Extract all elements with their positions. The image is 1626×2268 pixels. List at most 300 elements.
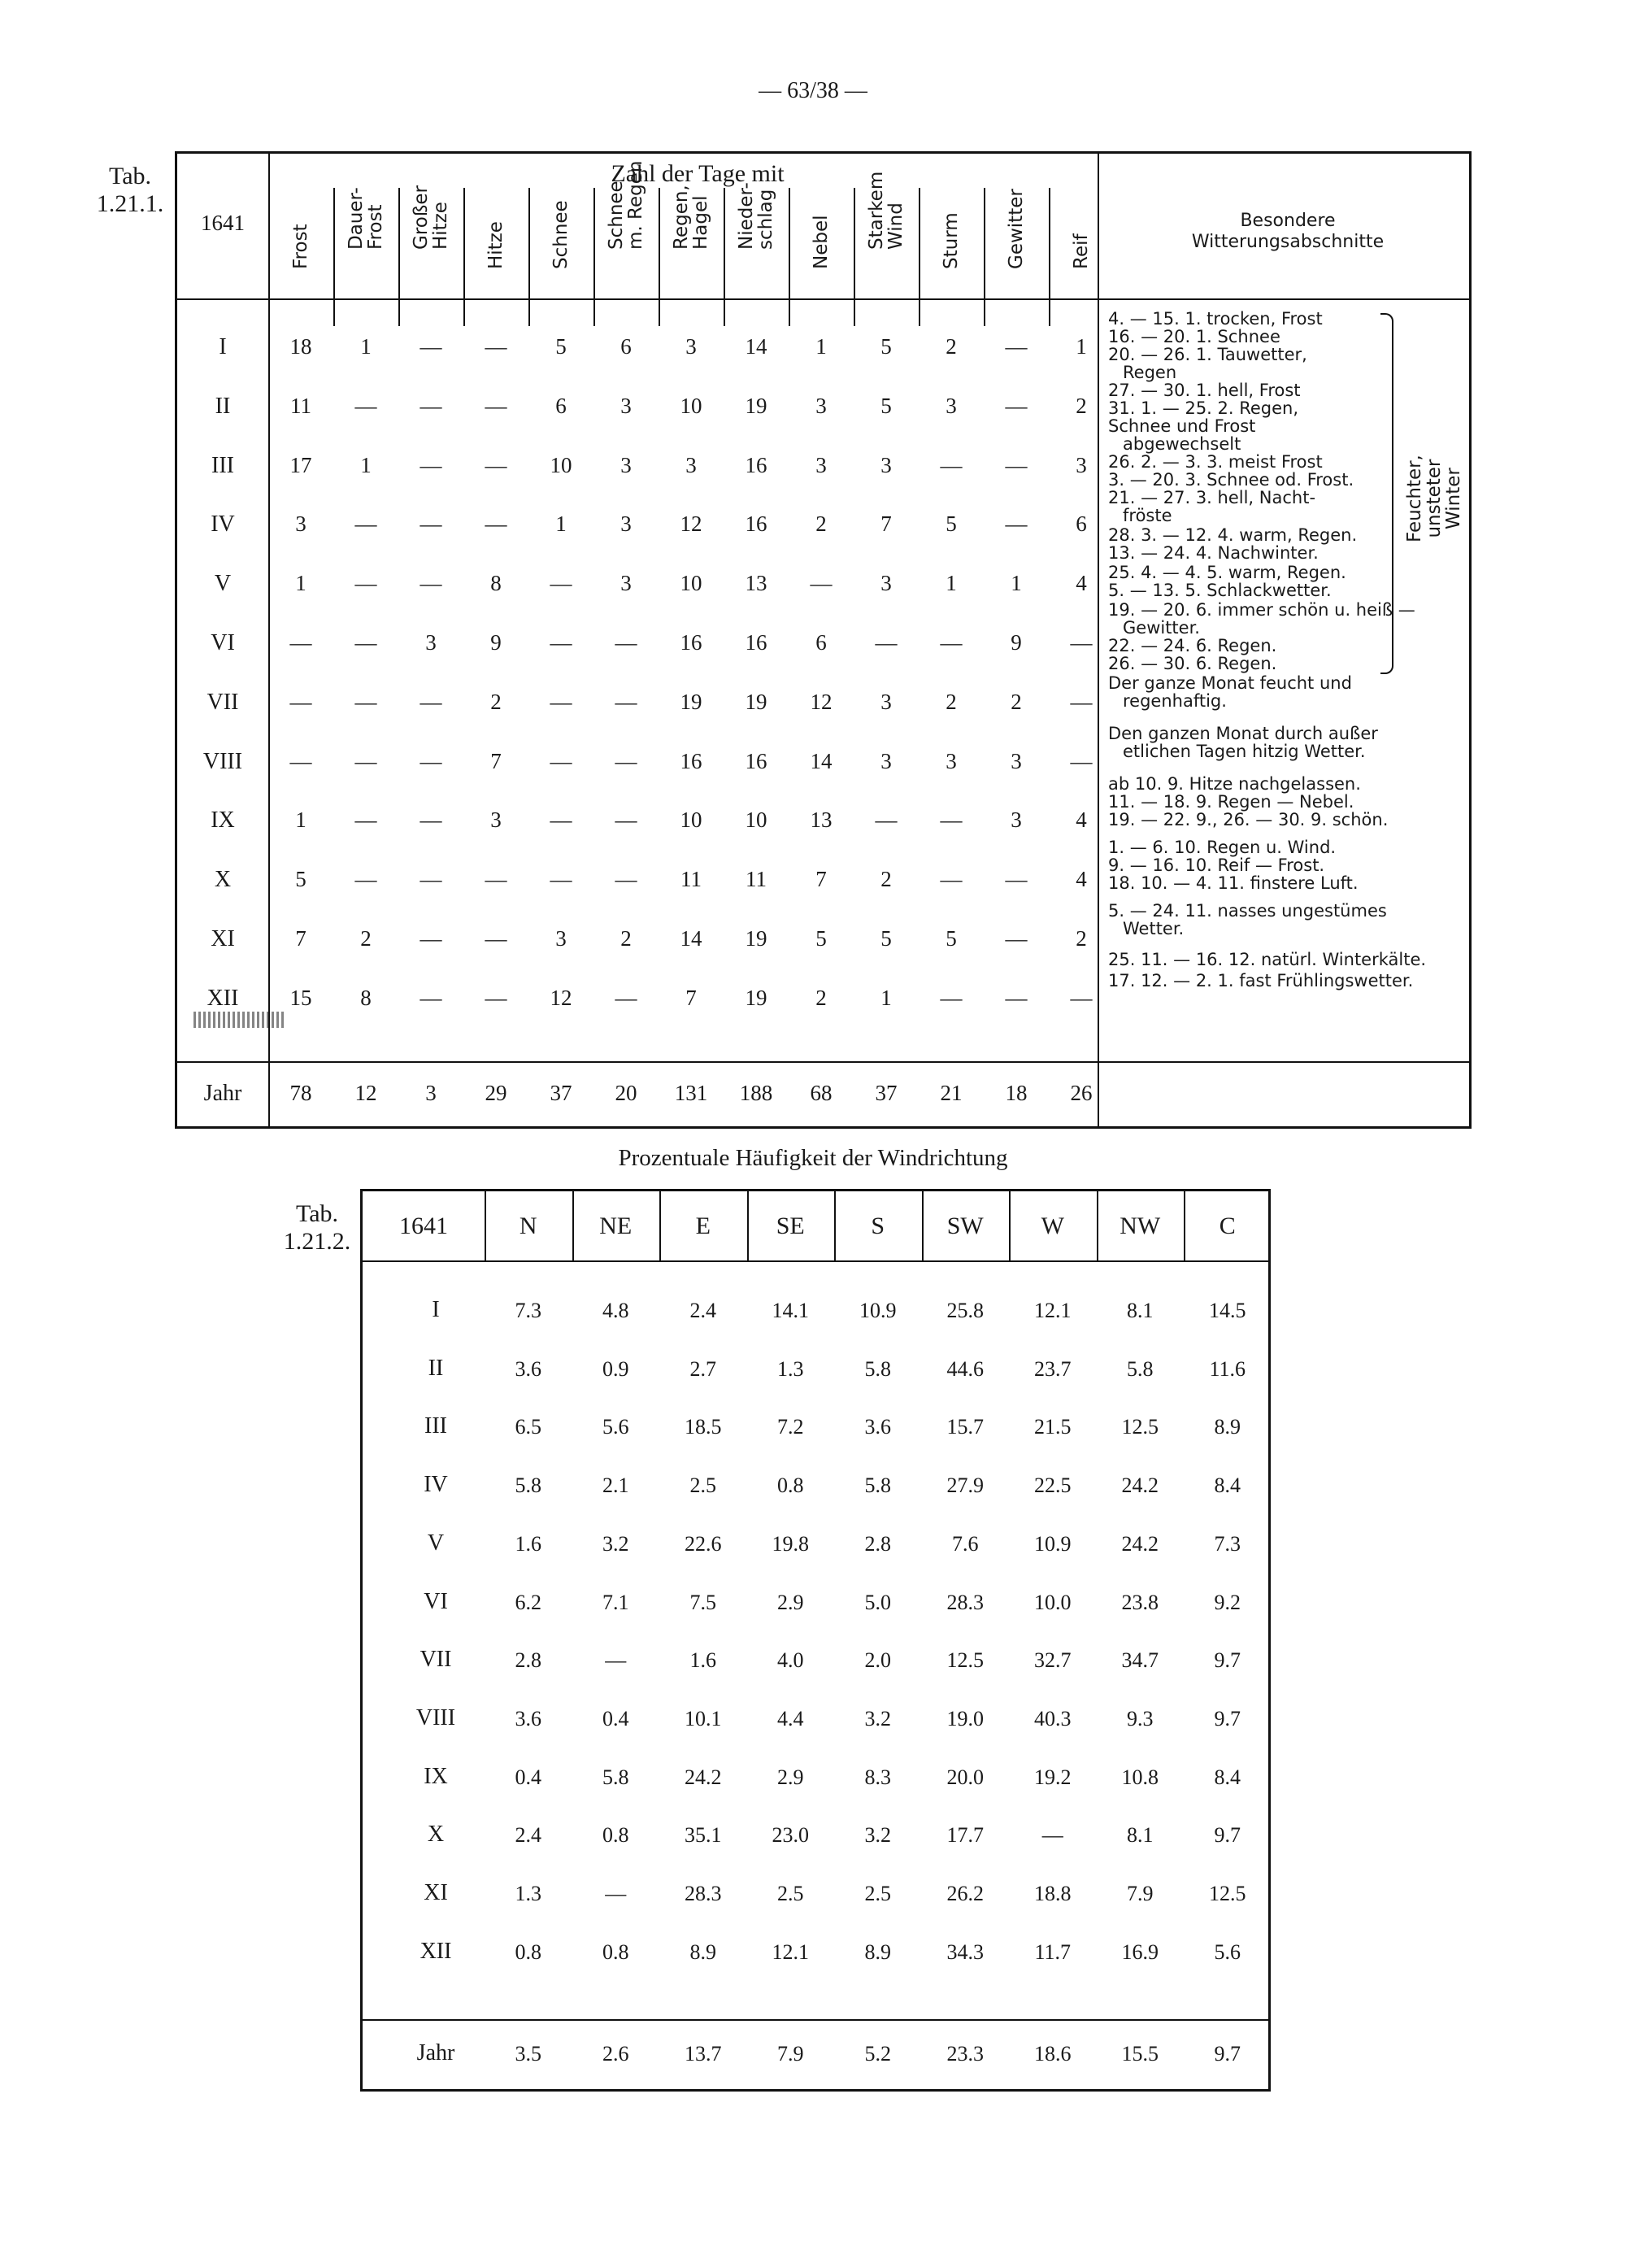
table1-cell: 4 <box>1076 867 1087 892</box>
table2-cell: 8.4 <box>1214 1474 1241 1498</box>
table1-cell: 9 <box>1011 630 1022 655</box>
table2-cell: 7.2 <box>777 1415 804 1439</box>
table1-header-rule <box>177 298 1469 300</box>
table1-cell: 16 <box>680 748 702 773</box>
table2-month-label: III <box>424 1413 447 1439</box>
table2-column-header: SW <box>946 1212 984 1239</box>
table1-cell: 1 <box>295 808 307 833</box>
table2-cell: 25.8 <box>946 1299 984 1322</box>
weather-note: 21. — 27. 3. hell, Nacht- <box>1108 488 1316 507</box>
table1-column-divider <box>463 188 465 326</box>
table1-cell: 10 <box>680 393 702 418</box>
table2-total-cell: 3.5 <box>515 2042 541 2066</box>
table1-cell: 10 <box>680 808 702 833</box>
table1-total-cell: 21 <box>940 1081 963 1105</box>
table2-cell: 5.8 <box>602 1765 629 1789</box>
weather-note: 19. — 20. 6. immer schön u. heiß — <box>1108 600 1415 620</box>
page-number: — 63/38 — <box>759 78 867 103</box>
table2-cell: 14.5 <box>1209 1299 1246 1322</box>
table1-cell: — <box>485 452 507 477</box>
table1-cell: — <box>1070 985 1093 1010</box>
table2-cell: — <box>1041 1823 1063 1848</box>
weather-note: Den ganzen Monat durch außer <box>1108 724 1378 743</box>
table2-cell: 10.9 <box>859 1299 897 1322</box>
table2-cell: 8.3 <box>864 1765 891 1789</box>
wind-direction-table <box>360 1189 1271 2092</box>
table2-column-header: W <box>1041 1212 1064 1239</box>
table1-total-rule <box>177 1061 1469 1063</box>
table1-cell: 10 <box>680 571 702 596</box>
side-note <box>1405 390 1462 601</box>
table2-cell: 0.8 <box>602 1823 629 1848</box>
table1-cell: — <box>615 867 637 892</box>
weather-note: 4. — 15. 1. trocken, Frost <box>1108 309 1323 329</box>
table2-total-cell: 9.7 <box>1214 2042 1241 2066</box>
table1-cell: 10 <box>745 808 767 833</box>
table2-column-divider <box>922 1191 924 1260</box>
table1-cell: 3 <box>1076 452 1087 477</box>
table1-cell: 8 <box>360 985 372 1010</box>
table2-cell: 4.4 <box>777 1706 804 1730</box>
weather-note: Wetter. <box>1123 919 1185 938</box>
table1-label <box>85 163 175 218</box>
table2-column-divider <box>1097 1191 1098 1260</box>
table1-total-cell: 37 <box>875 1081 898 1105</box>
table1-cell: 1 <box>1011 571 1022 596</box>
weather-note: 26. — 30. 6. Regen. <box>1108 654 1277 673</box>
table1-cell: 3 <box>946 748 957 773</box>
table2-title: Prozentuale Häufigkeit der Windrichtung <box>618 1145 1008 1171</box>
table2-label-tab: Tab. <box>295 1200 339 1227</box>
table1-cell: — <box>1070 748 1093 773</box>
table2-cell: 2.0 <box>864 1648 891 1673</box>
table1-cell: 8 <box>490 571 502 596</box>
weather-note: fröste <box>1123 506 1172 525</box>
table1-cell: 3 <box>880 452 892 477</box>
table2-cell: 0.8 <box>515 1939 541 1964</box>
table2-cell: 10.9 <box>1034 1531 1072 1556</box>
table1-column-divider <box>984 188 985 326</box>
table2-cell: 40.3 <box>1034 1706 1072 1730</box>
table1-cell: 2 <box>490 689 502 714</box>
table1-cell: 5 <box>880 926 892 951</box>
table1-month-label: IV <box>211 511 235 538</box>
table2-cell: 7.6 <box>952 1531 979 1556</box>
table1-column-divider <box>659 188 660 326</box>
table2-cell: 22.5 <box>1034 1474 1072 1498</box>
table2-cell: 5.8 <box>864 1474 891 1498</box>
table1-cell: — <box>940 452 963 477</box>
table2-label-number: 1.21.2. <box>283 1228 351 1255</box>
table2-total-cell: 13.7 <box>685 2042 722 2066</box>
table1-cell: 5 <box>880 393 892 418</box>
table2-total-cell: 15.5 <box>1121 2042 1159 2066</box>
table1-cell: 3 <box>880 748 892 773</box>
table2-cell: 32.7 <box>1034 1648 1072 1673</box>
table2-cell: 0.9 <box>602 1356 629 1381</box>
table1-month-label: I <box>219 334 227 359</box>
table1-cell: 16 <box>745 452 767 477</box>
table2-label <box>272 1200 362 1256</box>
table1-cell: — <box>420 511 442 537</box>
table2-cell: 2.8 <box>515 1648 541 1673</box>
table1-cell: — <box>1005 393 1028 418</box>
weather-note: 3. — 20. 3. Schnee od. Frost. <box>1108 470 1354 490</box>
table2-cell: 34.3 <box>946 1939 984 1964</box>
table2-month-label: IV <box>424 1472 448 1498</box>
table1-cell: 10 <box>550 452 572 477</box>
weather-note: 22. — 24. 6. Regen. <box>1108 636 1277 655</box>
table2-total-cell: 23.3 <box>946 2042 984 2066</box>
weather-note: 27. — 30. 1. hell, Frost <box>1108 381 1301 400</box>
table2-cell: 3.2 <box>602 1531 629 1556</box>
table1-cell: 14 <box>745 334 767 359</box>
table1-cell: 4 <box>1076 571 1087 596</box>
table2-column-divider <box>834 1191 836 1260</box>
table1-cell: 5 <box>880 334 892 359</box>
table1-label-tab: Tab. <box>108 163 152 189</box>
table2-header-rule <box>363 1260 1268 1262</box>
weather-note: 5. — 24. 11. nasses ungestümes <box>1108 901 1387 921</box>
table1-cell: 3 <box>685 334 697 359</box>
table1-month-label: VII <box>207 689 239 715</box>
table2-cell: 1.6 <box>689 1648 716 1673</box>
table2-column-header: NW <box>1120 1212 1161 1239</box>
table1-cell: — <box>1005 452 1028 477</box>
table1-cell: — <box>485 334 507 359</box>
table1-group-header: Zahl der Tage mit <box>611 160 785 187</box>
table1-cell: — <box>1070 630 1093 655</box>
table2-total-cell: 5.2 <box>864 2042 891 2066</box>
table2-cell: 8.1 <box>1127 1299 1154 1322</box>
table2-month-label: X <box>427 1822 445 1848</box>
table1-cell: 12 <box>810 689 833 714</box>
table1-cell: 5 <box>946 511 957 537</box>
table1-cell: — <box>1005 334 1028 359</box>
table1-total-cell: 3 <box>425 1081 437 1105</box>
table1-cell: — <box>420 334 442 359</box>
table2-cell: 11.6 <box>1209 1356 1246 1381</box>
table1-total-label: Jahr <box>203 1081 242 1106</box>
table1-cell: 2 <box>880 867 892 892</box>
table1-cell: 3 <box>880 571 892 596</box>
table2-cell: 8.9 <box>689 1939 716 1964</box>
table1-cell: 2 <box>1076 926 1087 951</box>
table2-total-cell: 2.6 <box>602 2042 629 2066</box>
table1-column-divider <box>919 188 920 326</box>
table1-label-number: 1.21.1. <box>96 190 164 217</box>
table2-cell: 35.1 <box>685 1823 722 1848</box>
table1-cell: 14 <box>680 926 702 951</box>
side-note-text: Feuchter, unsteter Winter <box>1404 455 1464 542</box>
weather-note: 17. 12. — 2. 1. fast Frühlingswetter. <box>1108 971 1414 990</box>
table1-column-divider <box>528 188 530 326</box>
table2-cell: 1.3 <box>515 1882 541 1905</box>
table2-column-divider <box>1009 1191 1011 1260</box>
table1-cell: — <box>550 571 572 596</box>
table1-cell: — <box>485 511 507 537</box>
table1-cell: 19 <box>680 689 702 714</box>
column-header-text: Großer Hitze <box>411 185 451 250</box>
table1-month-label: XI <box>211 926 235 951</box>
table2-cell: 3.2 <box>864 1706 891 1730</box>
table2-cell: 34.7 <box>1121 1648 1159 1673</box>
table1-column-header <box>343 188 389 295</box>
table2-cell: 2.5 <box>777 1882 804 1905</box>
table1-cell: — <box>615 808 637 833</box>
table2-cell: 8.9 <box>864 1939 891 1964</box>
table2-cell: 24.2 <box>1121 1474 1159 1498</box>
table2-cell: 10.8 <box>1121 1765 1159 1789</box>
table2-cell: 5.6 <box>602 1415 629 1439</box>
table2-cell: 11.7 <box>1034 1939 1072 1964</box>
table2-cell: 12.5 <box>1121 1415 1159 1439</box>
table2-month-label: I <box>432 1297 440 1322</box>
table2-cell: 2.4 <box>515 1823 541 1848</box>
table1-cell: 3 <box>620 452 632 477</box>
table1-cell: 14 <box>810 748 833 773</box>
table1-cell: 6 <box>1076 511 1087 537</box>
weather-note: ab 10. 9. Hitze nachgelassen. <box>1108 774 1361 794</box>
table1-cell: — <box>1005 867 1028 892</box>
table1-cell: — <box>289 630 312 655</box>
notes-header-text: Besondere Witterungsabschnitte <box>1191 211 1385 252</box>
table2-column-header: SE <box>776 1212 805 1239</box>
table1-cell: 3 <box>1011 808 1022 833</box>
table2-column-divider <box>572 1191 574 1260</box>
table2-cell: 9.2 <box>1214 1590 1241 1614</box>
table1-cell: — <box>289 689 312 714</box>
table2-cell: 26.2 <box>946 1882 984 1905</box>
table2-cell: 19.8 <box>772 1531 809 1556</box>
table2-cell: — <box>605 1648 627 1673</box>
table2-month-label: VI <box>424 1588 448 1614</box>
table2-cell: 2.5 <box>689 1474 716 1498</box>
table1-total-cell: 188 <box>739 1081 773 1105</box>
table2-cell: 22.6 <box>685 1531 722 1556</box>
table1-cell: — <box>615 630 637 655</box>
weather-note: 25. 11. — 16. 12. natürl. Winterkälte. <box>1108 950 1427 969</box>
table1-cell: — <box>615 748 637 773</box>
table1-cell: 4 <box>1076 808 1087 833</box>
column-header-text: Regen, Hagel <box>671 185 711 250</box>
table1-column-header <box>538 188 584 295</box>
table1-cell: 16 <box>745 748 767 773</box>
table2-cell: 6.5 <box>515 1415 541 1439</box>
table2-column-header: E <box>695 1212 711 1239</box>
table2-cell: 7.5 <box>689 1590 716 1614</box>
table1-cell: 2 <box>815 511 827 537</box>
table2-cell: 0.4 <box>602 1706 629 1730</box>
table1-cell: 7 <box>880 511 892 537</box>
table1-cell: 11 <box>290 393 311 418</box>
weather-note: Schnee und Frost <box>1108 416 1256 436</box>
table1-total-cell: 20 <box>615 1081 637 1105</box>
table1-cell: 12 <box>680 511 702 537</box>
table2-cell: 3.6 <box>515 1356 541 1381</box>
table1-column-header <box>473 188 519 295</box>
table1-cell: 11 <box>680 867 702 892</box>
weather-note: Der ganze Monat feucht und <box>1108 673 1352 693</box>
table2-cell: 5.8 <box>1127 1356 1154 1381</box>
table1-cell: — <box>420 748 442 773</box>
table1-cell: 16 <box>745 511 767 537</box>
weather-note: 1. — 6. 10. Regen u. Wind. <box>1108 838 1337 857</box>
table1-column-header <box>993 188 1039 295</box>
ink-smudge <box>193 1012 285 1028</box>
table1-column-divider <box>333 188 335 326</box>
table1-cell: 19 <box>745 926 767 951</box>
table1-cell: — <box>550 867 572 892</box>
table1-cell: 17 <box>289 452 312 477</box>
table2-cell: 0.8 <box>777 1474 804 1498</box>
table1-column-header <box>733 182 779 295</box>
table2-cell: 12.1 <box>1034 1299 1072 1322</box>
table1-cell: 3 <box>490 808 502 833</box>
table1-month-label: III <box>211 452 234 478</box>
curly-brace <box>1380 313 1393 674</box>
table1-total-cell: 78 <box>289 1081 312 1105</box>
column-header-text: Nieder- schlag <box>736 182 776 250</box>
weather-note: Gewitter. <box>1123 618 1200 638</box>
table1-month-label: VIII <box>202 748 243 774</box>
column-header-text: Reif <box>1071 233 1092 269</box>
table2-cell: 3.2 <box>864 1823 891 1848</box>
table1-cell: — <box>420 985 442 1010</box>
column-header-text: Dauer- Frost <box>346 187 386 250</box>
table1-cell: 1 <box>880 985 892 1010</box>
table1-total-cell: 12 <box>354 1081 377 1105</box>
table1-cell: 1 <box>946 571 957 596</box>
weather-days-table <box>175 151 1472 1129</box>
table1-cell: 2 <box>620 926 632 951</box>
table2-cell: 8.9 <box>1214 1415 1241 1439</box>
table1-cell: — <box>420 926 442 951</box>
table2-month-label: II <box>428 1355 444 1381</box>
table1-cell: 18 <box>289 334 312 359</box>
table1-cell: — <box>940 985 963 1010</box>
table1-cell: 11 <box>746 867 767 892</box>
table2-column-divider <box>659 1191 661 1260</box>
table1-cell: — <box>354 808 377 833</box>
weather-note: 18. 10. — 4. 11. finstere Luft. <box>1108 873 1359 893</box>
table1-cell: 3 <box>295 511 307 537</box>
table1-cell: 5 <box>815 926 827 951</box>
table2-cell: 12.5 <box>1209 1882 1246 1905</box>
table1-cell: 12 <box>550 985 572 1010</box>
table1-cell: 19 <box>745 689 767 714</box>
table1-cell: 3 <box>620 571 632 596</box>
table1-month-label: X <box>214 867 232 893</box>
table2-month-label: IX <box>424 1763 448 1789</box>
table2-cell: 21.5 <box>1034 1415 1072 1439</box>
table1-cell: 1 <box>295 571 307 596</box>
column-header-text: Frost <box>290 224 311 269</box>
table1-column-divider <box>724 188 725 326</box>
table1-cell: 6 <box>555 393 567 418</box>
table1-cell: 5 <box>946 926 957 951</box>
table2-cell: 14.1 <box>772 1299 809 1322</box>
table2-cell: 17.7 <box>946 1823 984 1848</box>
table1-cell: 6 <box>815 630 827 655</box>
table1-total-cell: 26 <box>1070 1081 1093 1105</box>
table1-cell: 19 <box>745 985 767 1010</box>
weather-note: 11. — 18. 9. Regen — Nebel. <box>1108 792 1354 812</box>
table1-cell: — <box>354 867 377 892</box>
table1-cell: 16 <box>745 630 767 655</box>
table1-column-header <box>928 188 974 295</box>
table1-cell: — <box>354 393 377 418</box>
table1-cell: — <box>354 689 377 714</box>
table1-column-header <box>408 185 454 295</box>
table1-cell: 3 <box>815 393 827 418</box>
table2-cell: 2.5 <box>864 1882 891 1905</box>
weather-note: 5. — 13. 5. Schlackwetter. <box>1108 581 1332 600</box>
table2-cell: 23.7 <box>1034 1356 1072 1381</box>
table1-column-divider <box>789 188 790 326</box>
table2-cell: 19.2 <box>1034 1765 1072 1789</box>
table2-column-header: S <box>871 1212 885 1239</box>
table1-cell: 9 <box>490 630 502 655</box>
table1-cell: 3 <box>425 630 437 655</box>
table2-cell: 5.8 <box>864 1356 891 1381</box>
weather-note: Regen <box>1123 363 1177 382</box>
table2-cell: 6.2 <box>515 1590 541 1614</box>
table1-cell: 7 <box>685 985 697 1010</box>
table1-cell: — <box>420 689 442 714</box>
table1-cell: — <box>1005 511 1028 537</box>
table2-month-label: VII <box>420 1647 452 1673</box>
table1-cell: 15 <box>289 985 312 1010</box>
table2-cell: 8.4 <box>1214 1765 1241 1789</box>
table2-cell: 23.8 <box>1121 1590 1159 1614</box>
table2-cell: 7.3 <box>515 1299 541 1322</box>
table1-cell: — <box>940 808 963 833</box>
table1-column-divider <box>854 188 855 326</box>
table1-total-cell: 29 <box>485 1081 507 1105</box>
table1-cell: 1 <box>1076 334 1087 359</box>
weather-note: 26. 2. — 3. 3. meist Frost <box>1108 452 1323 472</box>
weather-note: 19. — 22. 9., 26. — 30. 9. schön. <box>1108 810 1389 829</box>
table1-cell: — <box>420 867 442 892</box>
table2-cell: 2.7 <box>689 1356 716 1381</box>
column-header-text: Starkem Wind <box>866 171 906 250</box>
table1-cell: — <box>485 867 507 892</box>
table1-cell: — <box>875 630 898 655</box>
weather-note: regenhaftig. <box>1123 691 1227 711</box>
table2-cell: 7.1 <box>602 1590 629 1614</box>
table1-column-divider <box>1049 188 1050 326</box>
table2-cell: 12.5 <box>946 1648 984 1673</box>
table2-cell: 0.8 <box>602 1939 629 1964</box>
table1-cell: 2 <box>946 334 957 359</box>
weather-note: etlichen Tagen hitzig Wetter. <box>1123 742 1366 761</box>
table1-cell: 1 <box>815 334 827 359</box>
table1-cell: 13 <box>810 808 833 833</box>
table1-cell: — <box>1005 985 1028 1010</box>
weather-note: 25. 4. — 4. 5. warm, Regen. <box>1108 563 1346 582</box>
table2-column-header: N <box>519 1212 537 1239</box>
table2-month-label: V <box>427 1530 445 1556</box>
table1-cell: — <box>810 571 833 596</box>
table2-cell: 10.1 <box>685 1706 722 1730</box>
table2-cell: 0.4 <box>515 1765 541 1789</box>
table1-total-cell: 131 <box>674 1081 708 1105</box>
table1-cell: 7 <box>295 926 307 951</box>
table1-cell: — <box>289 748 312 773</box>
weather-note: 13. — 24. 4. Nachwinter. <box>1108 543 1319 563</box>
table1-cell: — <box>550 808 572 833</box>
